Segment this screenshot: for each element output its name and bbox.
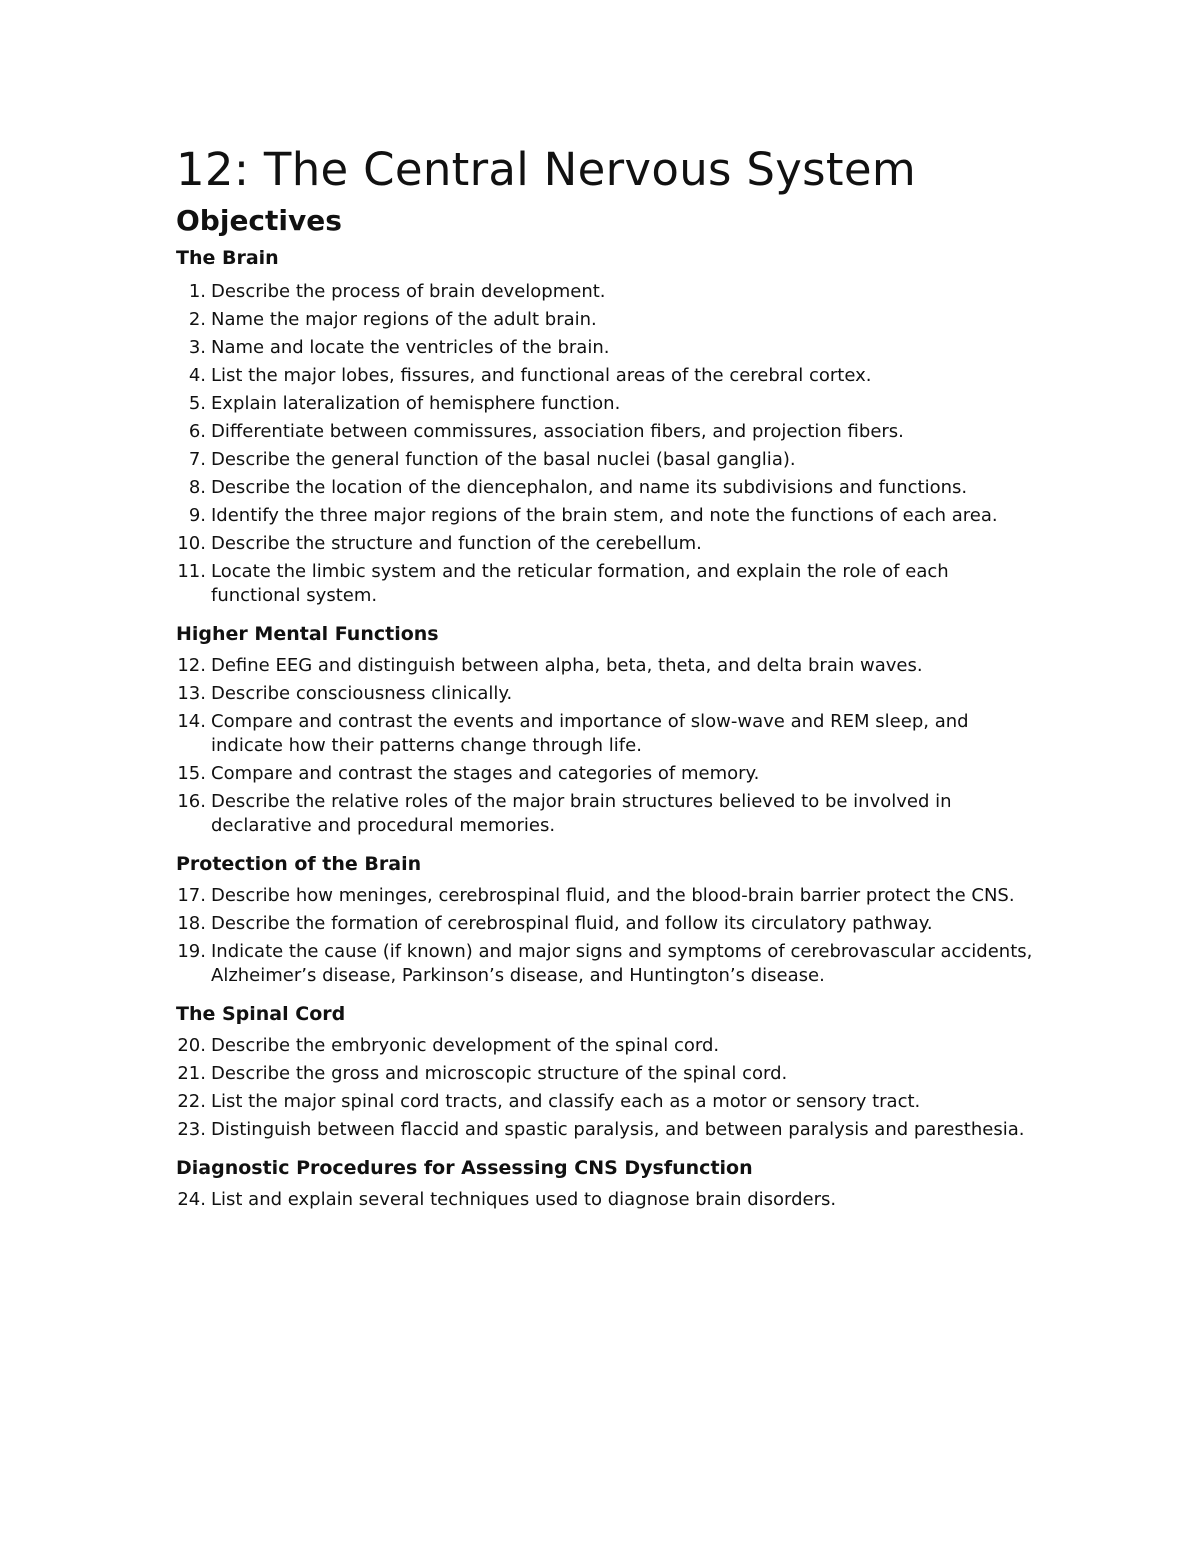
objective-item [176,654,1036,678]
objective-number: 9. [188,505,206,526]
section-heading: The Spinal Cord [176,1003,346,1025]
objective-item [176,532,1036,556]
objective-number: 15. [177,763,206,784]
objective-item [176,912,1036,936]
objective-text: Describe the general function of the basal nuclei (basal ganglia). [211,449,796,470]
section-protection-of-the-brain [176,852,1036,988]
section-heading: The Brain [176,247,279,269]
objective-number: 3. [188,337,206,358]
section-the-brain [176,246,1036,608]
objective-item [176,1090,1036,1114]
objective-number: 23. [177,1119,206,1140]
objective-item [176,476,1036,500]
objective-item [176,280,1036,304]
objective-text: List and explain several techniques used to diagnose brain disorders. [211,1189,837,1210]
objective-number: 6. [188,421,206,442]
objective-number: 12. [177,655,206,676]
objective-number: 10. [177,533,206,554]
objective-item [176,560,1036,608]
objective-item [176,448,1036,472]
objective-number: 5. [188,393,206,414]
objective-number: 4. [188,365,206,386]
objective-text: Describe how meninges, cerebrospinal fluid, and the blood-brain barrier protect the CNS. [211,885,1015,906]
section-diagnostic-procedures [176,1156,1036,1212]
objective-item [176,762,1036,786]
section-the-spinal-cord [176,1002,1036,1142]
objective-item [176,364,1036,388]
objective-list [176,280,1036,608]
objective-text: Describe the process of brain development. [211,281,606,302]
objective-text: Compare and contrast the events and importance of slow-wave and REM sleep, and indicate how their patterns change through life. [211,711,969,756]
objective-item [176,940,1036,988]
objective-item [176,1034,1036,1058]
objective-text: Identify the three major regions of the brain stem, and note the functions of each area. [211,505,998,526]
objective-text: Describe the relative roles of the major brain structures believed to be involved in declarative and procedural memories. [211,791,952,836]
objective-number: 2. [188,309,206,330]
objective-number: 14. [177,711,206,732]
objective-text: Indicate the cause (if known) and major signs and symptoms of cerebrovascular accidents, Alzheimer’s disease, Parkinson’s disease, and Huntington’s disease. [211,941,1033,986]
objective-item [176,710,1036,758]
objective-list [176,1034,1036,1142]
objective-number: 16. [177,791,206,812]
objective-number: 11. [177,561,206,582]
objective-item [176,308,1036,332]
objective-number: 17. [177,885,206,906]
objective-list [176,654,1036,838]
objective-item [176,504,1036,528]
objective-text: List the major lobes, fissures, and functional areas of the cerebral cortex. [211,365,872,386]
objective-number: 20. [177,1035,206,1056]
objective-text: Describe consciousness clinically. [211,683,513,704]
objective-text: Distinguish between flaccid and spastic paralysis, and between paralysis and paresthesia. [211,1119,1025,1140]
objective-number: 8. [188,477,206,498]
objective-item [176,790,1036,838]
objective-item [176,682,1036,706]
objective-text: Explain lateralization of hemisphere function. [211,393,621,414]
objective-text: Locate the limbic system and the reticular formation, and explain the role of each functional system. [211,561,949,606]
objective-number: 18. [177,913,206,934]
objective-number: 13. [177,683,206,704]
objective-text: Describe the gross and microscopic structure of the spinal cord. [211,1063,788,1084]
objective-text: Describe the location of the diencephalon, and name its subdivisions and functions. [211,477,968,498]
objective-item [176,1062,1036,1086]
document-page [176,142,1036,1216]
objective-text: Differentiate between commissures, association fibers, and projection fibers. [211,421,904,442]
objective-text: Define EEG and distinguish between alpha, beta, theta, and delta brain waves. [211,655,923,676]
objective-list [176,884,1036,988]
objective-text: Describe the structure and function of the cerebellum. [211,533,702,554]
section-higher-mental-functions [176,622,1036,838]
objective-item [176,392,1036,416]
objective-number: 22. [177,1091,206,1112]
objective-item [176,1188,1036,1212]
section-heading: Diagnostic Procedures for Assessing CNS Dysfunction [176,1157,753,1179]
objective-text: Compare and contrast the stages and categories of memory. [211,763,760,784]
section-heading: Higher Mental Functions [176,623,439,645]
objective-number: 19. [177,941,206,962]
objective-list [176,1188,1036,1212]
objective-item [176,884,1036,908]
objective-text: Name and locate the ventricles of the brain. [211,337,610,358]
objective-text: Describe the formation of cerebrospinal fluid, and follow its circulatory pathway. [211,913,933,934]
objective-item [176,420,1036,444]
objective-text: List the major spinal cord tracts, and classify each as a motor or sensory tract. [211,1091,921,1112]
objective-number: 1. [188,281,206,302]
objectives-heading: Objectives [176,204,342,237]
section-heading: Protection of the Brain [176,853,422,875]
objective-item [176,336,1036,360]
page-title: 12: The Central Nervous System [176,143,916,196]
objective-text: Name the major regions of the adult brain. [211,309,597,330]
objective-number: 24. [177,1189,206,1210]
objective-number: 21. [177,1063,206,1084]
objective-text: Describe the embryonic development of the spinal cord. [211,1035,720,1056]
objective-number: 7. [188,449,206,470]
objective-item [176,1118,1036,1142]
